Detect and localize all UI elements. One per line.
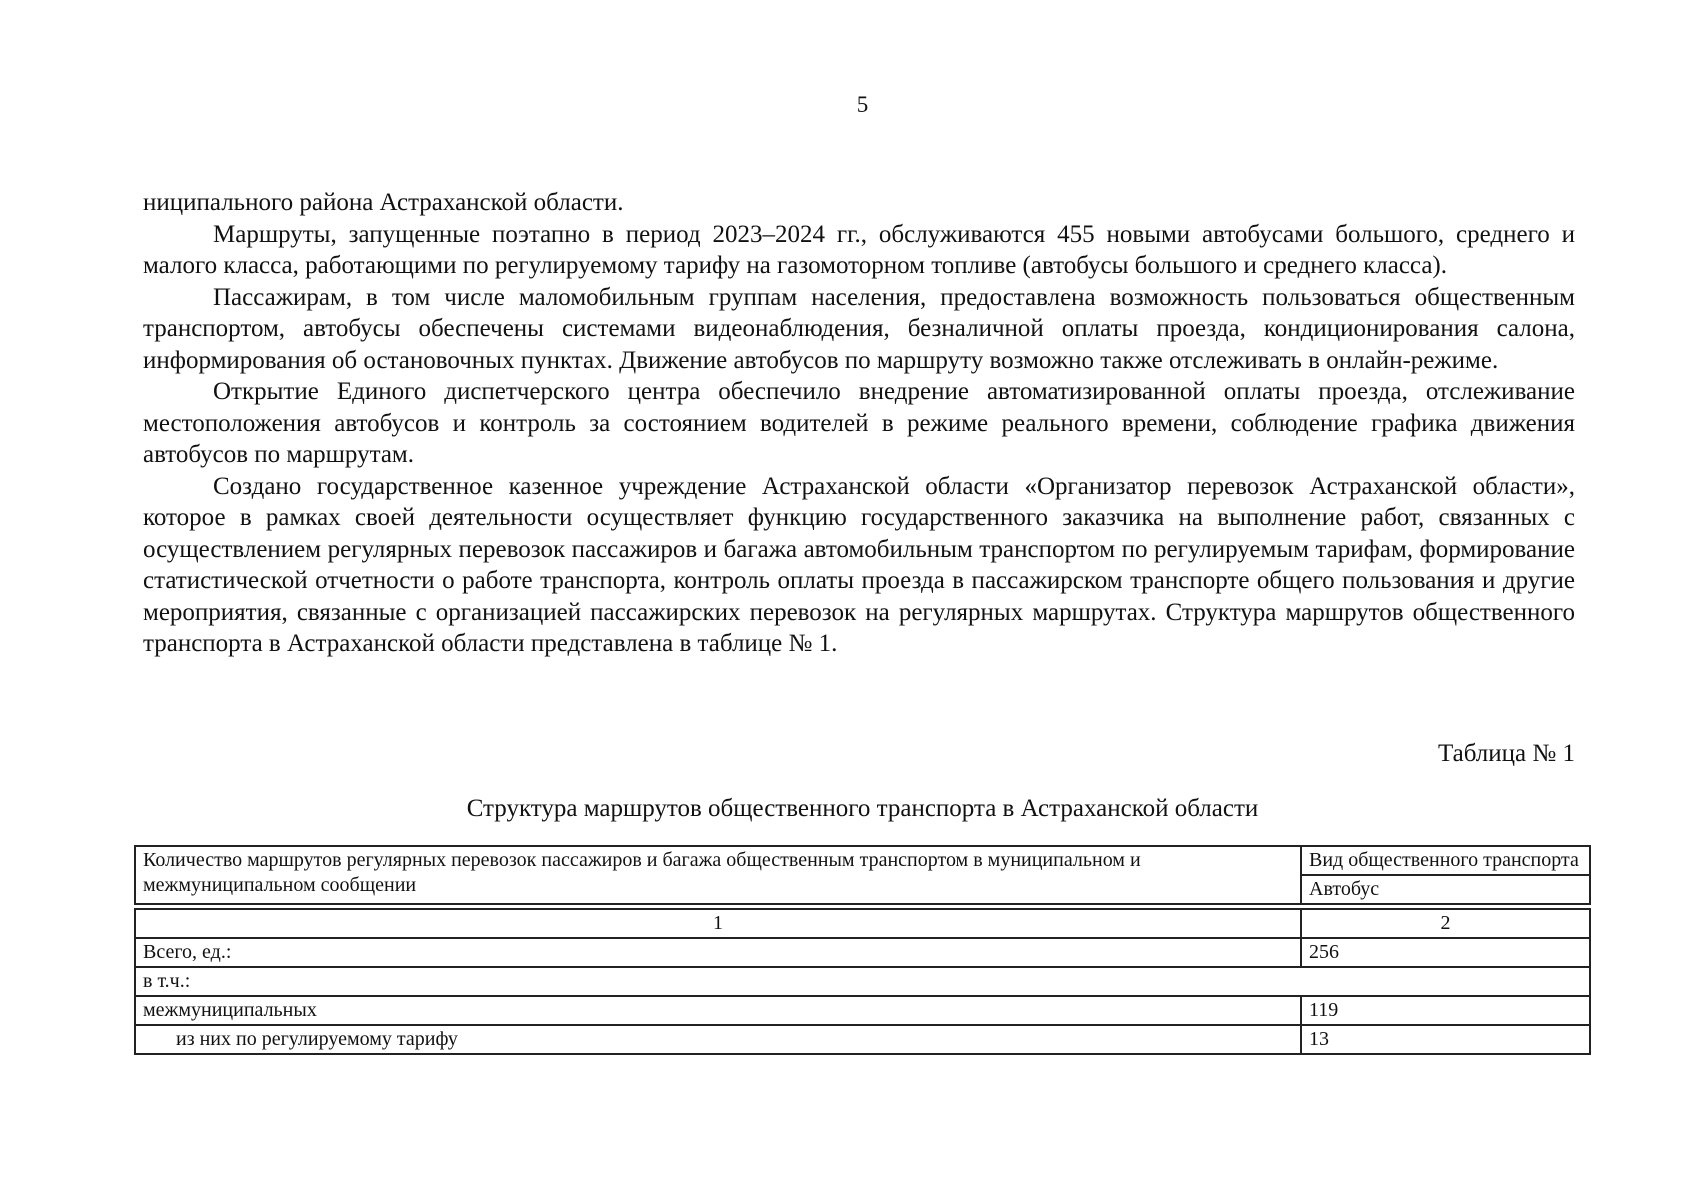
column-number: 1 xyxy=(135,909,1301,938)
column-number-row xyxy=(135,909,1590,938)
table-row xyxy=(135,1025,1590,1054)
header-bus: Автобус xyxy=(1301,875,1590,904)
paragraph: Создано государственное казенное учреждение Астраханской области «Организатор перевозок Астраханской области», которое в рамках своей деятельности осуществляет функцию государственного заказчика на выполнение работ, связанных с осуществлением регулярных перевозок пассажиров и багажа автомобильным транспортом по регулируемым тарифам, формирование статистической отчетности о работе транспорта, контроль оплаты проезда в пассажирском транспорте общего пользования и другие мероприятия, связанные с организацией пассажирских перевозок на регулярных маршрутах. Структура маршрутов общественного транспорта в Астраханской области представлена в таблице № 1. xyxy=(143,472,1575,657)
table-row xyxy=(135,967,1590,996)
row-label: в т.ч.: xyxy=(135,967,1590,996)
column-number: 2 xyxy=(1301,909,1590,938)
paragraph: Маршруты, запущенные поэтапно в период 2023–2024 гг., обслуживаются 455 новыми автобусами большого, среднего и малого класса, работающими по регулируемому тарифу на газомоторном топливе (автобусы большого и среднего класса). xyxy=(143,220,1575,279)
row-value: 13 xyxy=(1301,1025,1590,1054)
page-number: 5 xyxy=(856,92,869,117)
row-label: межмуниципальных xyxy=(135,996,1301,1025)
body-text xyxy=(143,187,1575,660)
header-routes-count: Количество маршрутов регулярных перевозок пассажиров и багажа общественным транспортом в муниципальном и межмуниципальном сообщении xyxy=(135,846,1301,904)
table-row xyxy=(135,996,1590,1025)
paragraph: Открытие Единого диспетчерского центра обеспечило внедрение автоматизированной оплаты проезда, отслеживание местоположения автобусов и контроль за состоянием водителей в режиме реального времени, соблюдение графика движения автобусов по маршрутам. xyxy=(143,378,1575,468)
routes-table xyxy=(134,845,1591,1055)
paragraph: Пассажирам, в том числе маломобильным группам населения, предоставлена возможность пользоваться общественным транспортом, автобусы обеспечены системами видеонаблюдения, безналичной оплаты проезда, кондиционирования салона, информирования об остановочных пунктах. Движение автобусов по маршруту возможно также отслеживать в онлайн-режиме. xyxy=(143,283,1575,374)
header-transport-type: Вид общественного транспорта xyxy=(1301,846,1590,875)
row-value: 256 xyxy=(1301,938,1590,967)
table-header-row xyxy=(135,846,1590,875)
paragraph: ниципального района Астраханской области. xyxy=(143,189,624,216)
row-label: из них по регулируемому тарифу xyxy=(135,1025,1301,1054)
table-title: Структура маршрутов общественного транспорта в Астраханской области xyxy=(466,795,1259,822)
row-value: 119 xyxy=(1301,996,1590,1025)
table-row xyxy=(135,938,1590,967)
table-label: Таблица № 1 xyxy=(1437,740,1575,767)
row-label: Всего, ед.: xyxy=(135,938,1301,967)
